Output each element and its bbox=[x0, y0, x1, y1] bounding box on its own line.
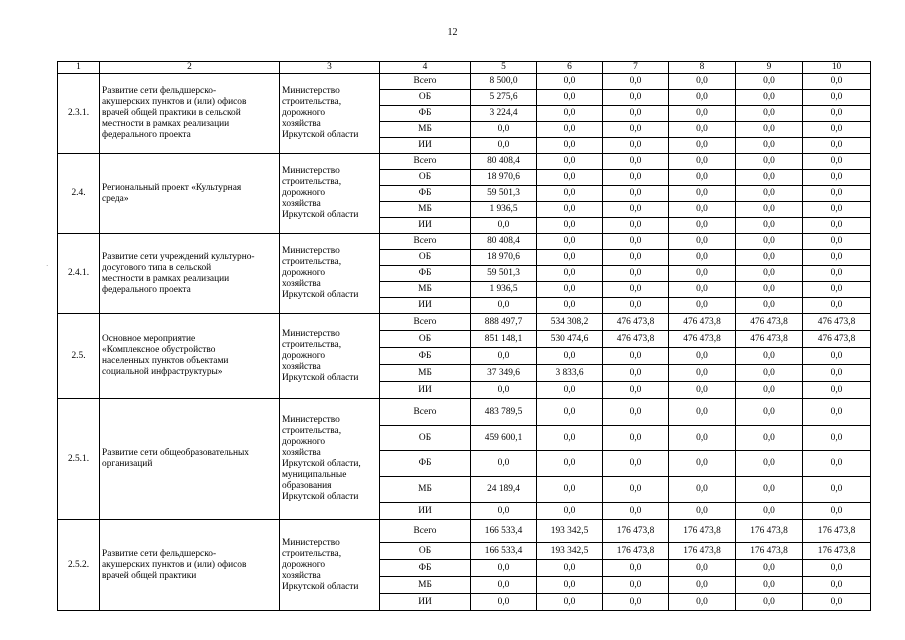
amount-cell: 0,0 bbox=[669, 399, 736, 426]
amount-cell: 0,0 bbox=[736, 298, 803, 314]
funding-source: ФБ bbox=[380, 348, 471, 365]
amount-cell: 0,0 bbox=[603, 234, 669, 250]
column-header: 7 bbox=[603, 62, 669, 74]
amount-cell: 8 500,0 bbox=[471, 74, 537, 90]
amount-cell: 0,0 bbox=[803, 399, 871, 426]
amount-cell: 176 473,8 bbox=[803, 520, 871, 543]
funding-source: Всего bbox=[380, 154, 471, 170]
amount-cell: 0,0 bbox=[736, 503, 803, 520]
funding-source: Всего bbox=[380, 74, 471, 90]
amount-cell: 0,0 bbox=[669, 451, 736, 477]
amount-cell: 0,0 bbox=[603, 202, 669, 218]
amount-cell: 0,0 bbox=[803, 348, 871, 365]
amount-cell: 0,0 bbox=[603, 170, 669, 186]
funding-source: ИИ bbox=[380, 218, 471, 234]
amount-cell: 1 936,5 bbox=[471, 202, 537, 218]
amount-cell: 0,0 bbox=[803, 170, 871, 186]
amount-cell: 0,0 bbox=[669, 154, 736, 170]
amount-cell: 0,0 bbox=[736, 218, 803, 234]
amount-cell: 0,0 bbox=[537, 560, 603, 577]
funding-source: ИИ bbox=[380, 594, 471, 611]
amount-cell: 0,0 bbox=[669, 382, 736, 399]
funding-source: ИИ bbox=[380, 503, 471, 520]
amount-cell: 0,0 bbox=[537, 74, 603, 90]
funding-source: ОБ bbox=[380, 170, 471, 186]
amount-cell: 0,0 bbox=[603, 560, 669, 577]
amount-cell: 476 473,8 bbox=[803, 331, 871, 348]
amount-cell: 0,0 bbox=[669, 426, 736, 451]
amount-cell: 0,0 bbox=[537, 154, 603, 170]
amount-cell: 0,0 bbox=[803, 365, 871, 382]
amount-cell: 0,0 bbox=[537, 186, 603, 202]
amount-cell: 476 473,8 bbox=[736, 331, 803, 348]
amount-cell: 0,0 bbox=[736, 90, 803, 106]
amount-cell: 0,0 bbox=[537, 138, 603, 154]
amount-cell: 176 473,8 bbox=[736, 543, 803, 560]
funding-source: МБ bbox=[380, 202, 471, 218]
funding-source: ФБ bbox=[380, 266, 471, 282]
section-executor: Министерство строительства, дорожного хозяйства Иркутской области bbox=[280, 154, 380, 234]
header-row bbox=[58, 62, 871, 74]
amount-cell: 166 533,4 bbox=[471, 520, 537, 543]
amount-cell: 476 473,8 bbox=[603, 314, 669, 331]
amount-cell: 851 148,1 bbox=[471, 331, 537, 348]
amount-cell: 0,0 bbox=[471, 298, 537, 314]
amount-cell: 0,0 bbox=[603, 266, 669, 282]
amount-cell: 176 473,8 bbox=[736, 520, 803, 543]
section-name: Развитие сети общеобразовательных организаций bbox=[100, 399, 280, 520]
table-row bbox=[58, 520, 871, 543]
amount-cell: 0,0 bbox=[603, 594, 669, 611]
amount-cell: 0,0 bbox=[736, 250, 803, 266]
amount-cell: 0,0 bbox=[803, 477, 871, 503]
funding-source: ИИ bbox=[380, 382, 471, 399]
amount-cell: 0,0 bbox=[537, 426, 603, 451]
table-row bbox=[58, 399, 871, 426]
amount-cell: 166 533,4 bbox=[471, 543, 537, 560]
section-executor: Министерство строительства, дорожного хозяйства Иркутской области bbox=[280, 74, 380, 154]
column-header: 10 bbox=[803, 62, 871, 74]
amount-cell: 5 275,6 bbox=[471, 90, 537, 106]
amount-cell: 0,0 bbox=[603, 250, 669, 266]
amount-cell: 0,0 bbox=[803, 74, 871, 90]
column-header: 2 bbox=[100, 62, 280, 74]
amount-cell: 0,0 bbox=[603, 503, 669, 520]
amount-cell: 0,0 bbox=[537, 218, 603, 234]
amount-cell: 0,0 bbox=[471, 348, 537, 365]
amount-cell: 0,0 bbox=[803, 90, 871, 106]
amount-cell: 0,0 bbox=[669, 138, 736, 154]
amount-cell: 176 473,8 bbox=[669, 520, 736, 543]
margin-mark: · bbox=[46, 262, 49, 270]
amount-cell: 176 473,8 bbox=[603, 543, 669, 560]
section-executor: Министерство строительства, дорожного хозяйства Иркутской области bbox=[280, 234, 380, 314]
amount-cell: 0,0 bbox=[736, 451, 803, 477]
amount-cell: 0,0 bbox=[603, 282, 669, 298]
amount-cell: 459 600,1 bbox=[471, 426, 537, 451]
amount-cell: 0,0 bbox=[736, 426, 803, 451]
amount-cell: 176 473,8 bbox=[803, 543, 871, 560]
section-executor: Министерство строительства, дорожного хозяйства Иркутской области bbox=[280, 520, 380, 611]
section-name: Основное мероприятие «Комплексное обустройство населенных пунктов объектами социальной инфраструктуры» bbox=[100, 314, 280, 399]
amount-cell: 0,0 bbox=[669, 170, 736, 186]
amount-cell: 0,0 bbox=[471, 218, 537, 234]
amount-cell: 0,0 bbox=[736, 202, 803, 218]
column-header: 9 bbox=[736, 62, 803, 74]
amount-cell: 0,0 bbox=[603, 365, 669, 382]
funding-source: МБ bbox=[380, 282, 471, 298]
amount-cell: 0,0 bbox=[537, 250, 603, 266]
amount-cell: 0,0 bbox=[736, 477, 803, 503]
amount-cell: 0,0 bbox=[803, 218, 871, 234]
amount-cell: 0,0 bbox=[537, 477, 603, 503]
amount-cell: 0,0 bbox=[736, 399, 803, 426]
funding-source: ОБ bbox=[380, 90, 471, 106]
amount-cell: 0,0 bbox=[669, 577, 736, 594]
amount-cell: 0,0 bbox=[803, 202, 871, 218]
amount-cell: 0,0 bbox=[603, 298, 669, 314]
amount-cell: 0,0 bbox=[603, 122, 669, 138]
amount-cell: 0,0 bbox=[803, 106, 871, 122]
funding-source: ОБ bbox=[380, 250, 471, 266]
section-executor: Министерство строительства, дорожного хозяйства Иркутской области, муниципальные образования Иркутской области bbox=[280, 399, 380, 520]
amount-cell: 0,0 bbox=[669, 503, 736, 520]
amount-cell: 0,0 bbox=[736, 594, 803, 611]
amount-cell: 3 833,6 bbox=[537, 365, 603, 382]
amount-cell: 0,0 bbox=[803, 250, 871, 266]
amount-cell: 0,0 bbox=[603, 74, 669, 90]
amount-cell: 0,0 bbox=[603, 90, 669, 106]
column-header: 6 bbox=[537, 62, 603, 74]
amount-cell: 0,0 bbox=[803, 560, 871, 577]
amount-cell: 59 501,3 bbox=[471, 266, 537, 282]
column-header: 4 bbox=[380, 62, 471, 74]
amount-cell: 0,0 bbox=[471, 382, 537, 399]
column-header: 1 bbox=[58, 62, 100, 74]
section-name: Региональный проект «Культурная среда» bbox=[100, 154, 280, 234]
amount-cell: 0,0 bbox=[471, 503, 537, 520]
budget-table bbox=[57, 61, 871, 611]
amount-cell: 18 970,6 bbox=[471, 250, 537, 266]
amount-cell: 0,0 bbox=[537, 282, 603, 298]
amount-cell: 0,0 bbox=[537, 266, 603, 282]
amount-cell: 0,0 bbox=[803, 234, 871, 250]
amount-cell: 0,0 bbox=[537, 202, 603, 218]
amount-cell: 0,0 bbox=[669, 106, 736, 122]
table-row bbox=[58, 154, 871, 170]
amount-cell: 0,0 bbox=[736, 106, 803, 122]
amount-cell: 0,0 bbox=[736, 282, 803, 298]
amount-cell: 0,0 bbox=[736, 560, 803, 577]
amount-cell: 176 473,8 bbox=[669, 543, 736, 560]
section-name: Развитие сети фельдшерско- акушерских пунктов и (или) офисов врачей общей практики bbox=[100, 520, 280, 611]
funding-source: МБ bbox=[380, 477, 471, 503]
funding-source: МБ bbox=[380, 122, 471, 138]
amount-cell: 0,0 bbox=[471, 122, 537, 138]
amount-cell: 476 473,8 bbox=[736, 314, 803, 331]
amount-cell: 0,0 bbox=[803, 298, 871, 314]
funding-source: ИИ bbox=[380, 138, 471, 154]
amount-cell: 0,0 bbox=[471, 451, 537, 477]
amount-cell: 0,0 bbox=[537, 90, 603, 106]
section-code: 2.4.1. bbox=[58, 234, 100, 314]
amount-cell: 530 474,6 bbox=[537, 331, 603, 348]
amount-cell: 193 342,5 bbox=[537, 520, 603, 543]
amount-cell: 0,0 bbox=[669, 74, 736, 90]
amount-cell: 0,0 bbox=[803, 503, 871, 520]
amount-cell: 0,0 bbox=[603, 382, 669, 399]
amount-cell: 0,0 bbox=[736, 186, 803, 202]
amount-cell: 59 501,3 bbox=[471, 186, 537, 202]
amount-cell: 0,0 bbox=[669, 250, 736, 266]
column-header: 8 bbox=[669, 62, 736, 74]
section-code: 2.5.2. bbox=[58, 520, 100, 611]
amount-cell: 0,0 bbox=[803, 186, 871, 202]
amount-cell: 0,0 bbox=[736, 365, 803, 382]
funding-source: Всего bbox=[380, 520, 471, 543]
amount-cell: 0,0 bbox=[537, 122, 603, 138]
funding-source: Всего bbox=[380, 314, 471, 331]
amount-cell: 0,0 bbox=[537, 399, 603, 426]
amount-cell: 0,0 bbox=[603, 577, 669, 594]
amount-cell: 80 408,4 bbox=[471, 234, 537, 250]
amount-cell: 0,0 bbox=[669, 202, 736, 218]
amount-cell: 0,0 bbox=[537, 382, 603, 399]
amount-cell: 0,0 bbox=[736, 122, 803, 138]
amount-cell: 0,0 bbox=[471, 560, 537, 577]
section-code: 2.5.1. bbox=[58, 399, 100, 520]
table-row bbox=[58, 234, 871, 250]
funding-source: ИИ bbox=[380, 298, 471, 314]
section-code: 2.4. bbox=[58, 154, 100, 234]
amount-cell: 0,0 bbox=[803, 594, 871, 611]
amount-cell: 1 936,5 bbox=[471, 282, 537, 298]
amount-cell: 0,0 bbox=[803, 122, 871, 138]
amount-cell: 0,0 bbox=[603, 348, 669, 365]
amount-cell: 0,0 bbox=[736, 348, 803, 365]
amount-cell: 0,0 bbox=[669, 122, 736, 138]
amount-cell: 0,0 bbox=[471, 138, 537, 154]
amount-cell: 18 970,6 bbox=[471, 170, 537, 186]
amount-cell: 0,0 bbox=[669, 266, 736, 282]
amount-cell: 0,0 bbox=[537, 348, 603, 365]
amount-cell: 0,0 bbox=[736, 577, 803, 594]
amount-cell: 24 189,4 bbox=[471, 477, 537, 503]
amount-cell: 0,0 bbox=[669, 234, 736, 250]
funding-source: ОБ bbox=[380, 331, 471, 348]
amount-cell: 0,0 bbox=[669, 365, 736, 382]
column-header: 5 bbox=[471, 62, 537, 74]
amount-cell: 476 473,8 bbox=[669, 314, 736, 331]
amount-cell: 0,0 bbox=[537, 451, 603, 477]
amount-cell: 0,0 bbox=[736, 138, 803, 154]
amount-cell: 0,0 bbox=[537, 503, 603, 520]
funding-source: ФБ bbox=[380, 560, 471, 577]
amount-cell: 0,0 bbox=[803, 282, 871, 298]
amount-cell: 476 473,8 bbox=[669, 331, 736, 348]
amount-cell: 0,0 bbox=[803, 577, 871, 594]
amount-cell: 37 349,6 bbox=[471, 365, 537, 382]
amount-cell: 0,0 bbox=[537, 577, 603, 594]
page-number: 12 bbox=[447, 27, 458, 38]
amount-cell: 0,0 bbox=[537, 594, 603, 611]
amount-cell: 0,0 bbox=[471, 577, 537, 594]
amount-cell: 0,0 bbox=[669, 298, 736, 314]
section-code: 2.3.1. bbox=[58, 74, 100, 154]
amount-cell: 0,0 bbox=[669, 282, 736, 298]
amount-cell: 0,0 bbox=[736, 154, 803, 170]
funding-source: Всего bbox=[380, 399, 471, 426]
amount-cell: 0,0 bbox=[669, 348, 736, 365]
amount-cell: 0,0 bbox=[736, 170, 803, 186]
amount-cell: 888 497,7 bbox=[471, 314, 537, 331]
amount-cell: 0,0 bbox=[803, 426, 871, 451]
amount-cell: 0,0 bbox=[603, 218, 669, 234]
funding-source: МБ bbox=[380, 365, 471, 382]
amount-cell: 0,0 bbox=[669, 186, 736, 202]
amount-cell: 0,0 bbox=[803, 266, 871, 282]
table-row bbox=[58, 74, 871, 90]
section-code: 2.5. bbox=[58, 314, 100, 399]
amount-cell: 0,0 bbox=[603, 186, 669, 202]
funding-source: ФБ bbox=[380, 106, 471, 122]
funding-source: ОБ bbox=[380, 426, 471, 451]
section-name: Развитие сети фельдшерско- акушерских пунктов и (или) офисов врачей общей практики в сельской местности в рамках реализации федерального проекта bbox=[100, 74, 280, 154]
amount-cell: 0,0 bbox=[803, 154, 871, 170]
amount-cell: 0,0 bbox=[603, 154, 669, 170]
amount-cell: 0,0 bbox=[736, 266, 803, 282]
amount-cell: 0,0 bbox=[537, 170, 603, 186]
amount-cell: 193 342,5 bbox=[537, 543, 603, 560]
amount-cell: 0,0 bbox=[603, 106, 669, 122]
section-executor: Министерство строительства, дорожного хозяйства Иркутской области bbox=[280, 314, 380, 399]
column-header: 3 bbox=[280, 62, 380, 74]
amount-cell: 0,0 bbox=[669, 477, 736, 503]
funding-source: ФБ bbox=[380, 186, 471, 202]
amount-cell: 0,0 bbox=[603, 426, 669, 451]
amount-cell: 80 408,4 bbox=[471, 154, 537, 170]
amount-cell: 0,0 bbox=[803, 138, 871, 154]
amount-cell: 0,0 bbox=[736, 234, 803, 250]
amount-cell: 0,0 bbox=[537, 298, 603, 314]
amount-cell: 483 789,5 bbox=[471, 399, 537, 426]
amount-cell: 0,0 bbox=[803, 382, 871, 399]
amount-cell: 0,0 bbox=[603, 477, 669, 503]
amount-cell: 476 473,8 bbox=[603, 331, 669, 348]
amount-cell: 0,0 bbox=[603, 451, 669, 477]
table-row bbox=[58, 314, 871, 331]
funding-source: МБ bbox=[380, 577, 471, 594]
amount-cell: 0,0 bbox=[471, 594, 537, 611]
amount-cell: 534 308,2 bbox=[537, 314, 603, 331]
funding-source: Всего bbox=[380, 234, 471, 250]
amount-cell: 0,0 bbox=[803, 451, 871, 477]
section-name: Развитие сети учреждений культурно- досугового типа в сельской местности в рамках реализации федерального проекта bbox=[100, 234, 280, 314]
amount-cell: 0,0 bbox=[537, 234, 603, 250]
amount-cell: 0,0 bbox=[603, 138, 669, 154]
amount-cell: 0,0 bbox=[669, 218, 736, 234]
funding-source: ФБ bbox=[380, 451, 471, 477]
amount-cell: 3 224,4 bbox=[471, 106, 537, 122]
funding-source: ОБ bbox=[380, 543, 471, 560]
amount-cell: 0,0 bbox=[736, 74, 803, 90]
amount-cell: 0,0 bbox=[603, 399, 669, 426]
amount-cell: 0,0 bbox=[669, 560, 736, 577]
amount-cell: 0,0 bbox=[537, 106, 603, 122]
amount-cell: 0,0 bbox=[736, 382, 803, 399]
amount-cell: 176 473,8 bbox=[603, 520, 669, 543]
amount-cell: 476 473,8 bbox=[803, 314, 871, 331]
amount-cell: 0,0 bbox=[669, 594, 736, 611]
amount-cell: 0,0 bbox=[669, 90, 736, 106]
